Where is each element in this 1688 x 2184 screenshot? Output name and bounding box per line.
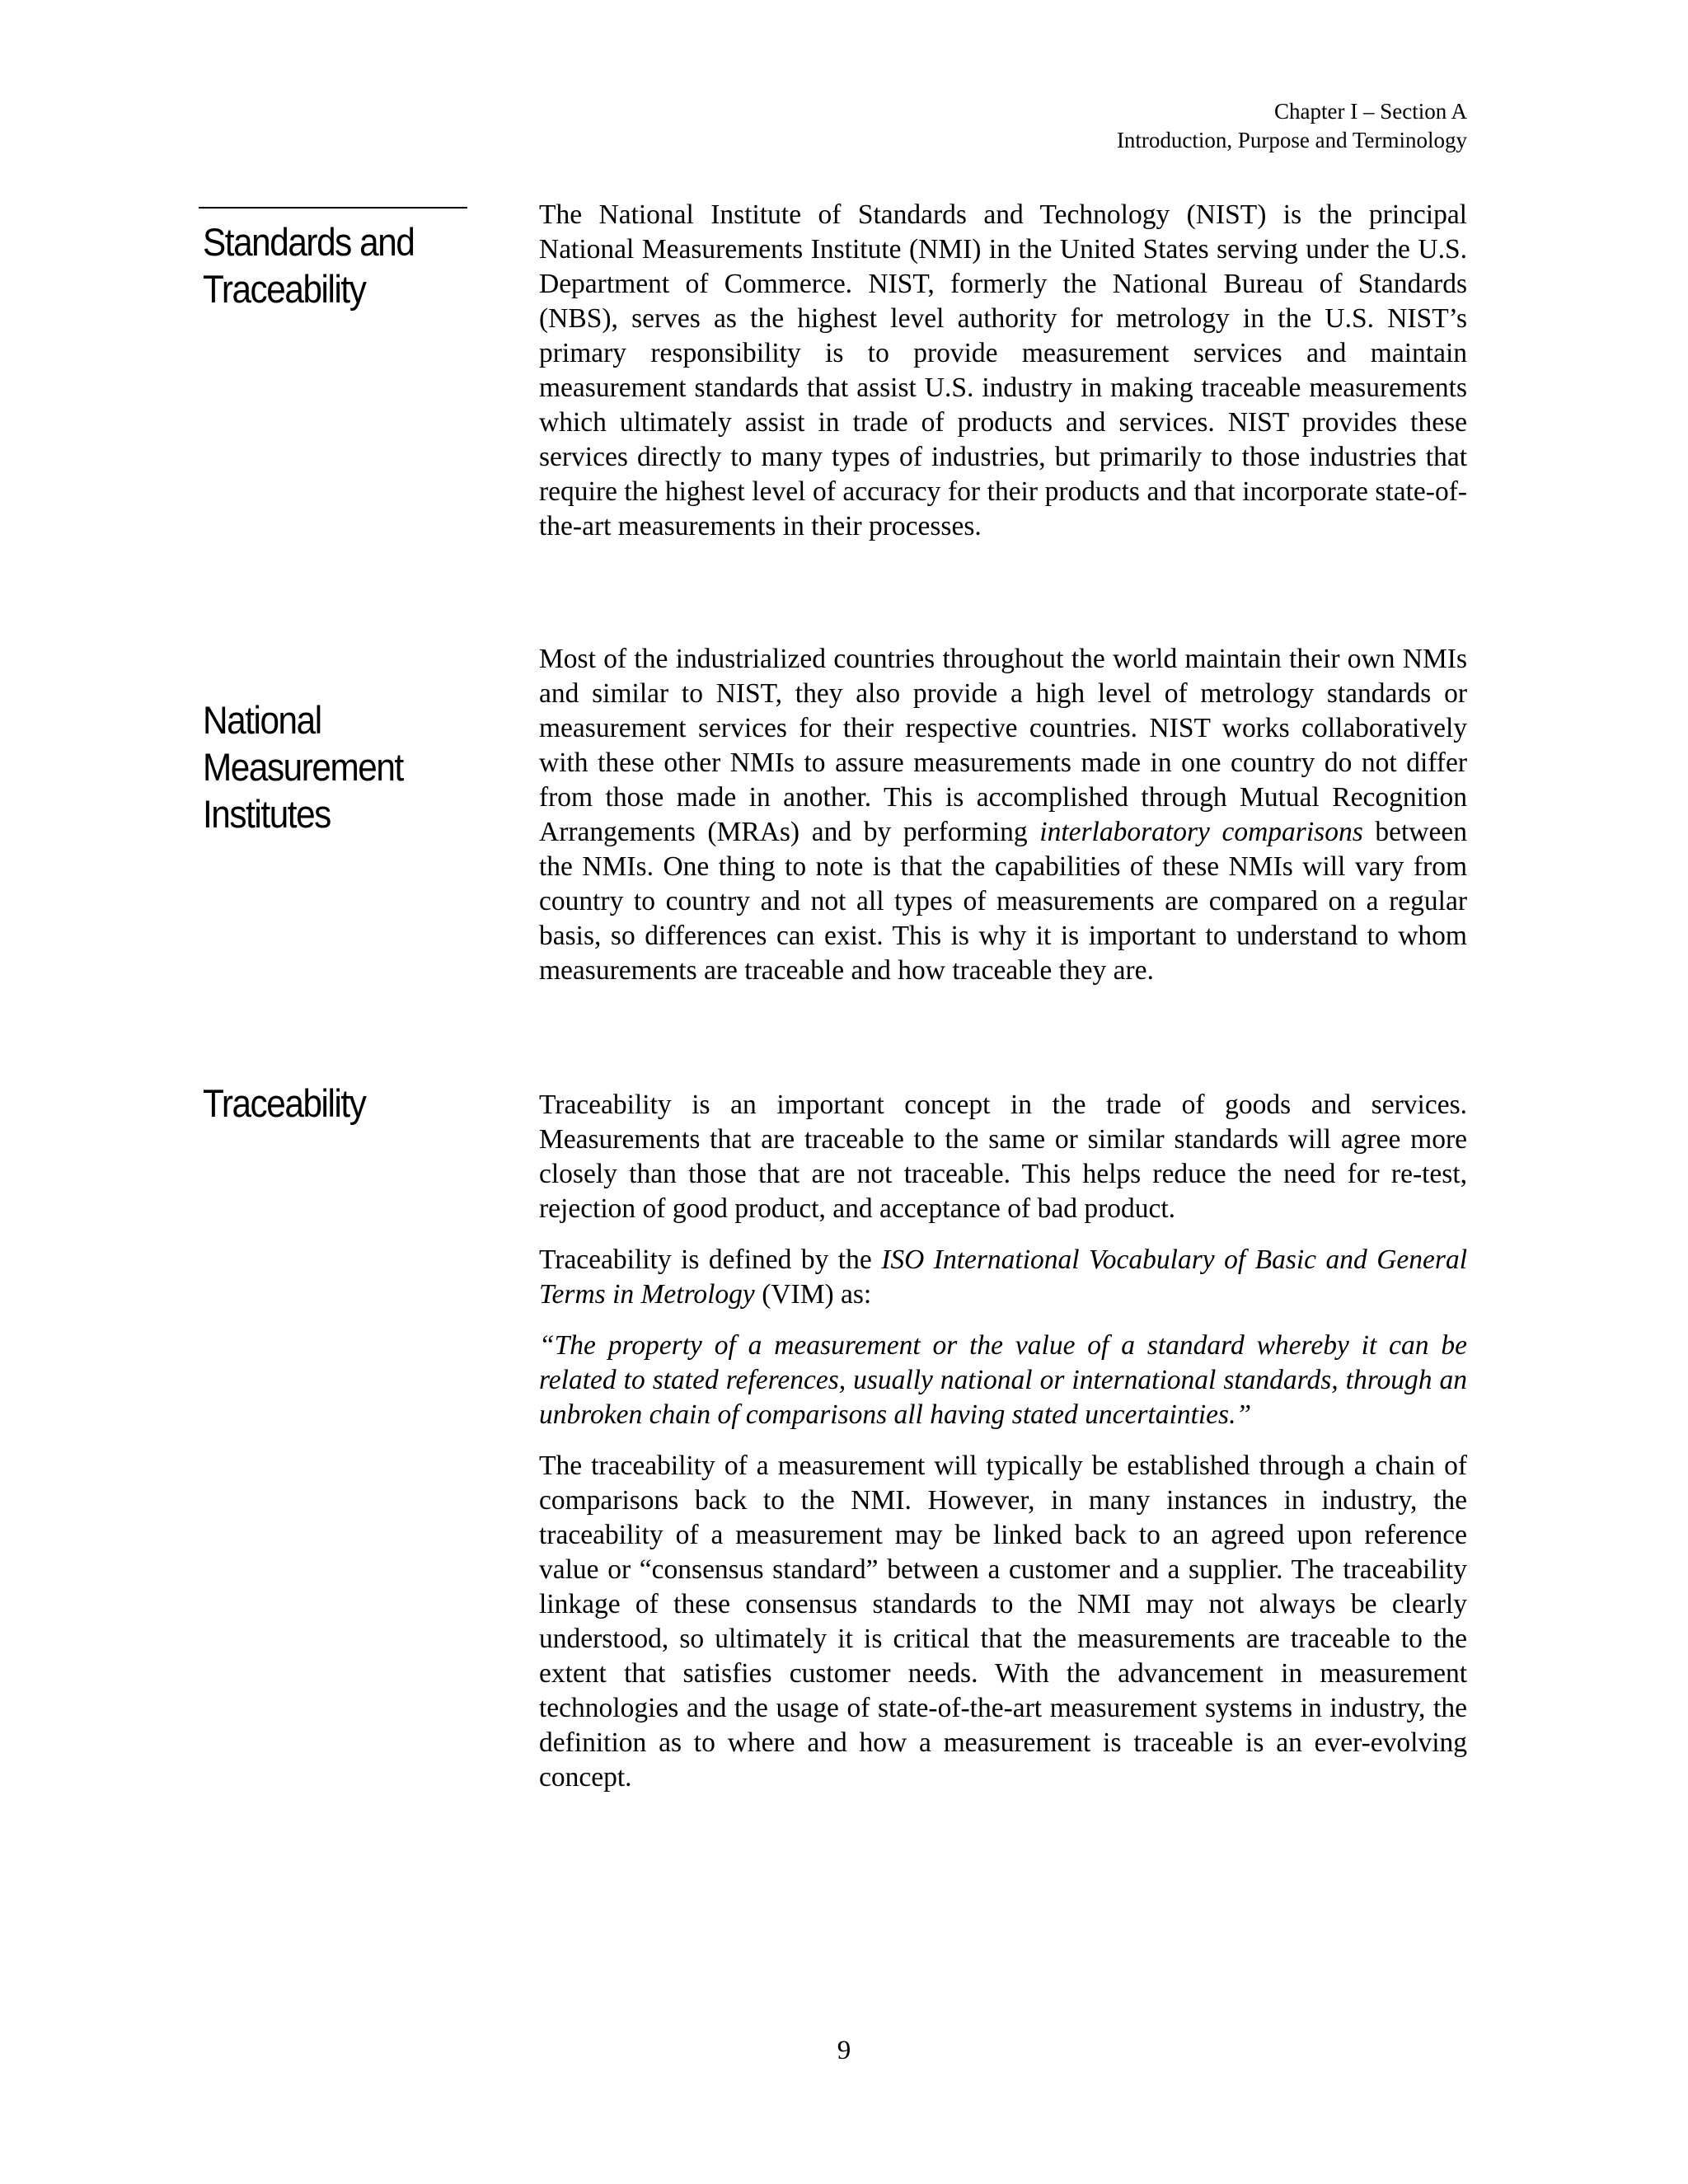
italic-term: interlaboratory comparisons bbox=[1039, 817, 1363, 847]
text-run: (VIM) as: bbox=[754, 1279, 872, 1310]
paragraph: The traceability of a measurement will typically be established through a chain of comparisons back to the NMI. However, in many instances in industry, the traceability of a measurement may be linked back to an agreed upon reference value or “consensus standard” between a customer and a supplier. The traceability linkage of these consensus standards to the NMI may not always be clearly understood, so ultimately it is critical that the measurements are traceable to the extent that satisfies customer needs. With the advancement in measurement technologies and the usage of state-of-the-art measurement systems in industry, the definition as to where and how a measurement is traceable is an ever-evolving concept. bbox=[539, 1451, 1467, 1793]
text-run: Most of the industrialized countries throughout the world maintain their own NMIs and similar to NIST, they also provide a high level of metrology standards or measurement services for their respective countries. NIST works collaboratively with these other NMIs to assure measurements made in one country do not differ from those made in another. This is accomplished through Mutual Recognition Arrangements (MRAs) and by performing bbox=[539, 644, 1467, 847]
header-section-title: Introduction, Purpose and Terminology bbox=[1116, 128, 1467, 152]
running-header bbox=[1117, 97, 1467, 155]
page-number: 9 bbox=[837, 2036, 851, 2065]
heading-traceability bbox=[203, 1080, 365, 1127]
heading-standards-and-traceability bbox=[203, 218, 414, 312]
paragraph: The National Institute of Standards and Technology (NIST) is the principal National Measurements Institute (NMI) in the United States serving under the U.S. Department of Commerce. NIST, formerly the National Bureau of Standards (NBS), serves as the highest level authority for metrology in the U.S. NIST’s primary responsibility is to provide measurement services and maintain measurement standards that assist U.S. industry in making traceable measurements which ultimately assist in trade of products and services. NIST provides these services directly to many types of industries, but primarily to those industries that require the highest level of accuracy for their products and that incorporate state-of-the-art measurements in their processes. bbox=[539, 199, 1467, 541]
text-run: Traceability is defined by the bbox=[539, 1244, 882, 1275]
paragraph bbox=[539, 1243, 1467, 1312]
section-traceability-body bbox=[539, 1088, 1467, 1795]
heading-line: Traceability bbox=[203, 1081, 366, 1125]
heading-line: Institutes bbox=[203, 792, 331, 836]
italic-title: ISO International Vocabulary of Basic and General Terms in Metrology bbox=[539, 1244, 1468, 1310]
heading-line: Standards and bbox=[203, 220, 415, 264]
section-standards-body bbox=[539, 198, 1467, 544]
heading-line: National bbox=[203, 698, 321, 742]
heading-rule bbox=[199, 207, 467, 209]
paragraph: Traceability is an important concept in the trade of goods and services. Measurements that are traceable to the same or similar standards will agree more closely than those that are not traceable. This helps reduce the need for re-test, rejection of good product, and acceptance of bad product. bbox=[539, 1090, 1467, 1224]
paragraph bbox=[539, 642, 1467, 988]
heading-line: Measurement bbox=[203, 745, 403, 789]
section-nmi-body bbox=[539, 642, 1467, 988]
header-chapter: Chapter I – Section A bbox=[1274, 99, 1467, 124]
heading-line: Traceability bbox=[203, 267, 366, 311]
definition-quote bbox=[539, 1329, 1467, 1432]
text-run: between the NMIs. One thing to note is that the capabilities of these NMIs will vary from country to country and not all types of measurements are compared on a regular basis, so differences can exist. This is why it is important to understand to whom measurements are traceable and how traceable they are. bbox=[539, 817, 1467, 986]
quote-text: “The property of a measurement or the value of a standard whereby it can be related to stated references, usually national or international standards, through an unbroken chain of comparisons all having stated uncertainties.” bbox=[539, 1330, 1467, 1430]
heading-national-measurement-institutes bbox=[203, 696, 403, 837]
